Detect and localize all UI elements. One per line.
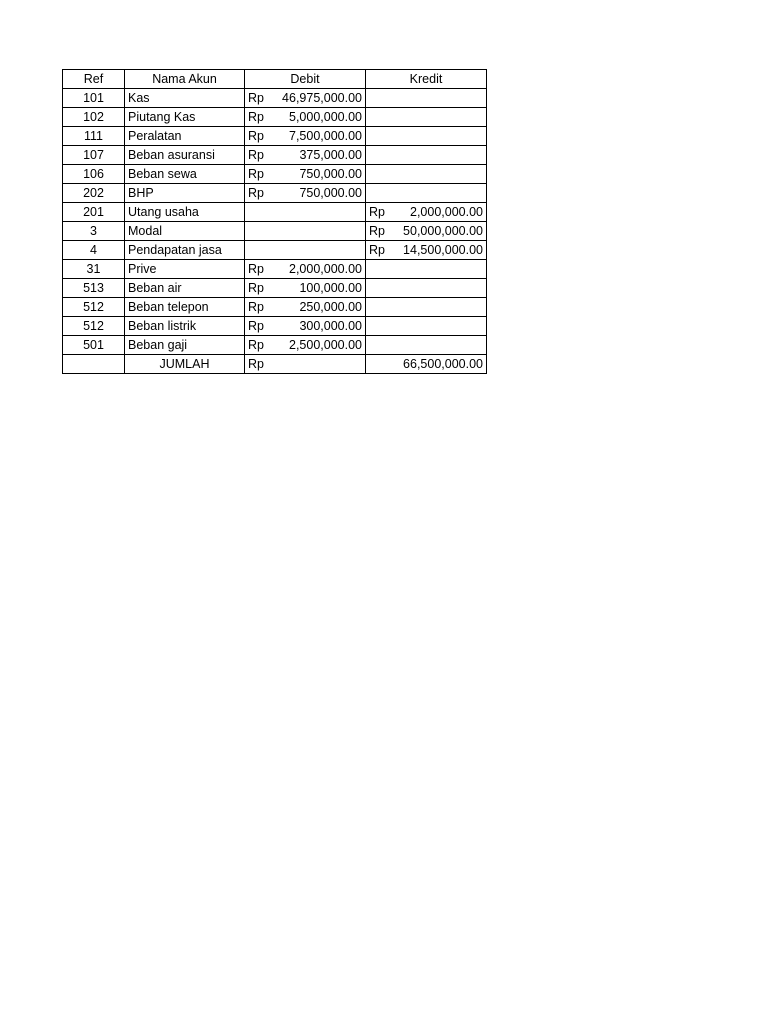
debit-amount: 2,500,000.00 bbox=[289, 338, 362, 352]
debit-cell bbox=[245, 203, 366, 222]
ref-cell: 31 bbox=[63, 260, 125, 279]
debit-value bbox=[248, 298, 362, 316]
credit-amount: 2,000,000.00 bbox=[410, 205, 483, 219]
table-row bbox=[63, 241, 487, 260]
total-currency: Rp bbox=[248, 357, 264, 371]
debit-cell bbox=[245, 317, 366, 336]
debit-value bbox=[248, 260, 362, 278]
debit-value bbox=[248, 89, 362, 107]
table-row bbox=[63, 317, 487, 336]
debit-currency: Rp bbox=[248, 281, 264, 295]
credit-cell bbox=[366, 336, 487, 355]
debit-currency: Rp bbox=[248, 186, 264, 200]
account-name-cell: Beban telepon bbox=[125, 298, 245, 317]
debit-amount: 2,000,000.00 bbox=[289, 262, 362, 276]
credit-cell bbox=[366, 298, 487, 317]
total-ref-cell bbox=[63, 355, 125, 374]
credit-cell bbox=[366, 146, 487, 165]
debit-value bbox=[248, 146, 362, 164]
debit-amount: 750,000.00 bbox=[299, 167, 362, 181]
ref-cell: 4 bbox=[63, 241, 125, 260]
credit-cell bbox=[366, 203, 487, 222]
debit-amount: 7,500,000.00 bbox=[289, 129, 362, 143]
credit-currency: Rp bbox=[369, 243, 385, 257]
table-row bbox=[63, 298, 487, 317]
credit-value bbox=[369, 241, 483, 259]
debit-amount: 46,975,000.00 bbox=[282, 91, 362, 105]
debit-currency: Rp bbox=[248, 167, 264, 181]
credit-cell bbox=[366, 89, 487, 108]
header-row bbox=[63, 70, 487, 89]
ref-cell: 501 bbox=[63, 336, 125, 355]
header-ref: Ref bbox=[63, 70, 125, 89]
debit-value bbox=[248, 184, 362, 202]
debit-currency: Rp bbox=[248, 338, 264, 352]
debit-currency: Rp bbox=[248, 300, 264, 314]
table-row bbox=[63, 222, 487, 241]
credit-cell bbox=[366, 260, 487, 279]
account-name-cell: Peralatan bbox=[125, 127, 245, 146]
account-name-cell: Beban listrik bbox=[125, 317, 245, 336]
trial-balance-table bbox=[62, 69, 487, 374]
table-row bbox=[63, 127, 487, 146]
debit-value bbox=[248, 317, 362, 335]
credit-cell bbox=[366, 165, 487, 184]
account-name-cell: Beban gaji bbox=[125, 336, 245, 355]
debit-cell bbox=[245, 146, 366, 165]
account-name-cell: Utang usaha bbox=[125, 203, 245, 222]
ref-cell: 512 bbox=[63, 317, 125, 336]
account-name-cell: Modal bbox=[125, 222, 245, 241]
account-name-cell: Piutang Kas bbox=[125, 108, 245, 127]
table-row bbox=[63, 260, 487, 279]
debit-amount: 100,000.00 bbox=[299, 281, 362, 295]
ref-cell: 102 bbox=[63, 108, 125, 127]
account-name-cell: Beban sewa bbox=[125, 165, 245, 184]
header-account-name: Nama Akun bbox=[125, 70, 245, 89]
table-body bbox=[63, 89, 487, 355]
total-row bbox=[63, 355, 487, 374]
table-row bbox=[63, 165, 487, 184]
debit-value bbox=[248, 336, 362, 354]
credit-currency: Rp bbox=[369, 205, 385, 219]
ref-cell: 201 bbox=[63, 203, 125, 222]
debit-cell bbox=[245, 89, 366, 108]
table-row bbox=[63, 89, 487, 108]
account-name-cell: Beban air bbox=[125, 279, 245, 298]
ref-cell: 111 bbox=[63, 127, 125, 146]
debit-cell bbox=[245, 260, 366, 279]
ref-cell: 513 bbox=[63, 279, 125, 298]
total-amount: 66,500,000.00 bbox=[366, 355, 487, 374]
credit-cell bbox=[366, 127, 487, 146]
account-name-cell: Pendapatan jasa bbox=[125, 241, 245, 260]
credit-cell bbox=[366, 241, 487, 260]
credit-cell bbox=[366, 222, 487, 241]
ref-cell: 202 bbox=[63, 184, 125, 203]
debit-currency: Rp bbox=[248, 110, 264, 124]
debit-currency: Rp bbox=[248, 148, 264, 162]
table-row bbox=[63, 279, 487, 298]
debit-cell bbox=[245, 279, 366, 298]
credit-currency: Rp bbox=[369, 224, 385, 238]
credit-cell bbox=[366, 279, 487, 298]
table-row bbox=[63, 203, 487, 222]
table-row bbox=[63, 108, 487, 127]
table-row bbox=[63, 184, 487, 203]
ref-cell: 106 bbox=[63, 165, 125, 184]
debit-currency: Rp bbox=[248, 319, 264, 333]
account-name-cell: BHP bbox=[125, 184, 245, 203]
debit-amount: 300,000.00 bbox=[299, 319, 362, 333]
ref-cell: 107 bbox=[63, 146, 125, 165]
debit-value bbox=[248, 108, 362, 126]
debit-currency: Rp bbox=[248, 262, 264, 276]
debit-amount: 250,000.00 bbox=[299, 300, 362, 314]
debit-value bbox=[248, 165, 362, 183]
debit-amount: 5,000,000.00 bbox=[289, 110, 362, 124]
header-debit: Debit bbox=[245, 70, 366, 89]
debit-cell bbox=[245, 336, 366, 355]
credit-value bbox=[369, 203, 483, 221]
debit-currency: Rp bbox=[248, 129, 264, 143]
debit-cell bbox=[245, 222, 366, 241]
table-row bbox=[63, 336, 487, 355]
credit-amount: 14,500,000.00 bbox=[403, 243, 483, 257]
ref-cell: 512 bbox=[63, 298, 125, 317]
debit-cell bbox=[245, 241, 366, 260]
credit-cell bbox=[366, 317, 487, 336]
debit-currency: Rp bbox=[248, 91, 264, 105]
account-name-cell: Beban asuransi bbox=[125, 146, 245, 165]
debit-value bbox=[248, 279, 362, 297]
ref-cell: 3 bbox=[63, 222, 125, 241]
ref-cell: 101 bbox=[63, 89, 125, 108]
credit-cell bbox=[366, 184, 487, 203]
debit-amount: 375,000.00 bbox=[299, 148, 362, 162]
debit-amount: 750,000.00 bbox=[299, 186, 362, 200]
account-name-cell: Kas bbox=[125, 89, 245, 108]
account-name-cell: Prive bbox=[125, 260, 245, 279]
debit-cell bbox=[245, 165, 366, 184]
credit-cell bbox=[366, 108, 487, 127]
debit-cell bbox=[245, 108, 366, 127]
debit-cell bbox=[245, 127, 366, 146]
total-label: JUMLAH bbox=[125, 355, 245, 374]
debit-cell bbox=[245, 298, 366, 317]
total-currency-cell bbox=[245, 355, 366, 374]
table-row bbox=[63, 146, 487, 165]
credit-amount: 50,000,000.00 bbox=[403, 224, 483, 238]
debit-cell bbox=[245, 184, 366, 203]
debit-value bbox=[248, 127, 362, 145]
credit-value bbox=[369, 222, 483, 240]
header-credit: Kredit bbox=[366, 70, 487, 89]
